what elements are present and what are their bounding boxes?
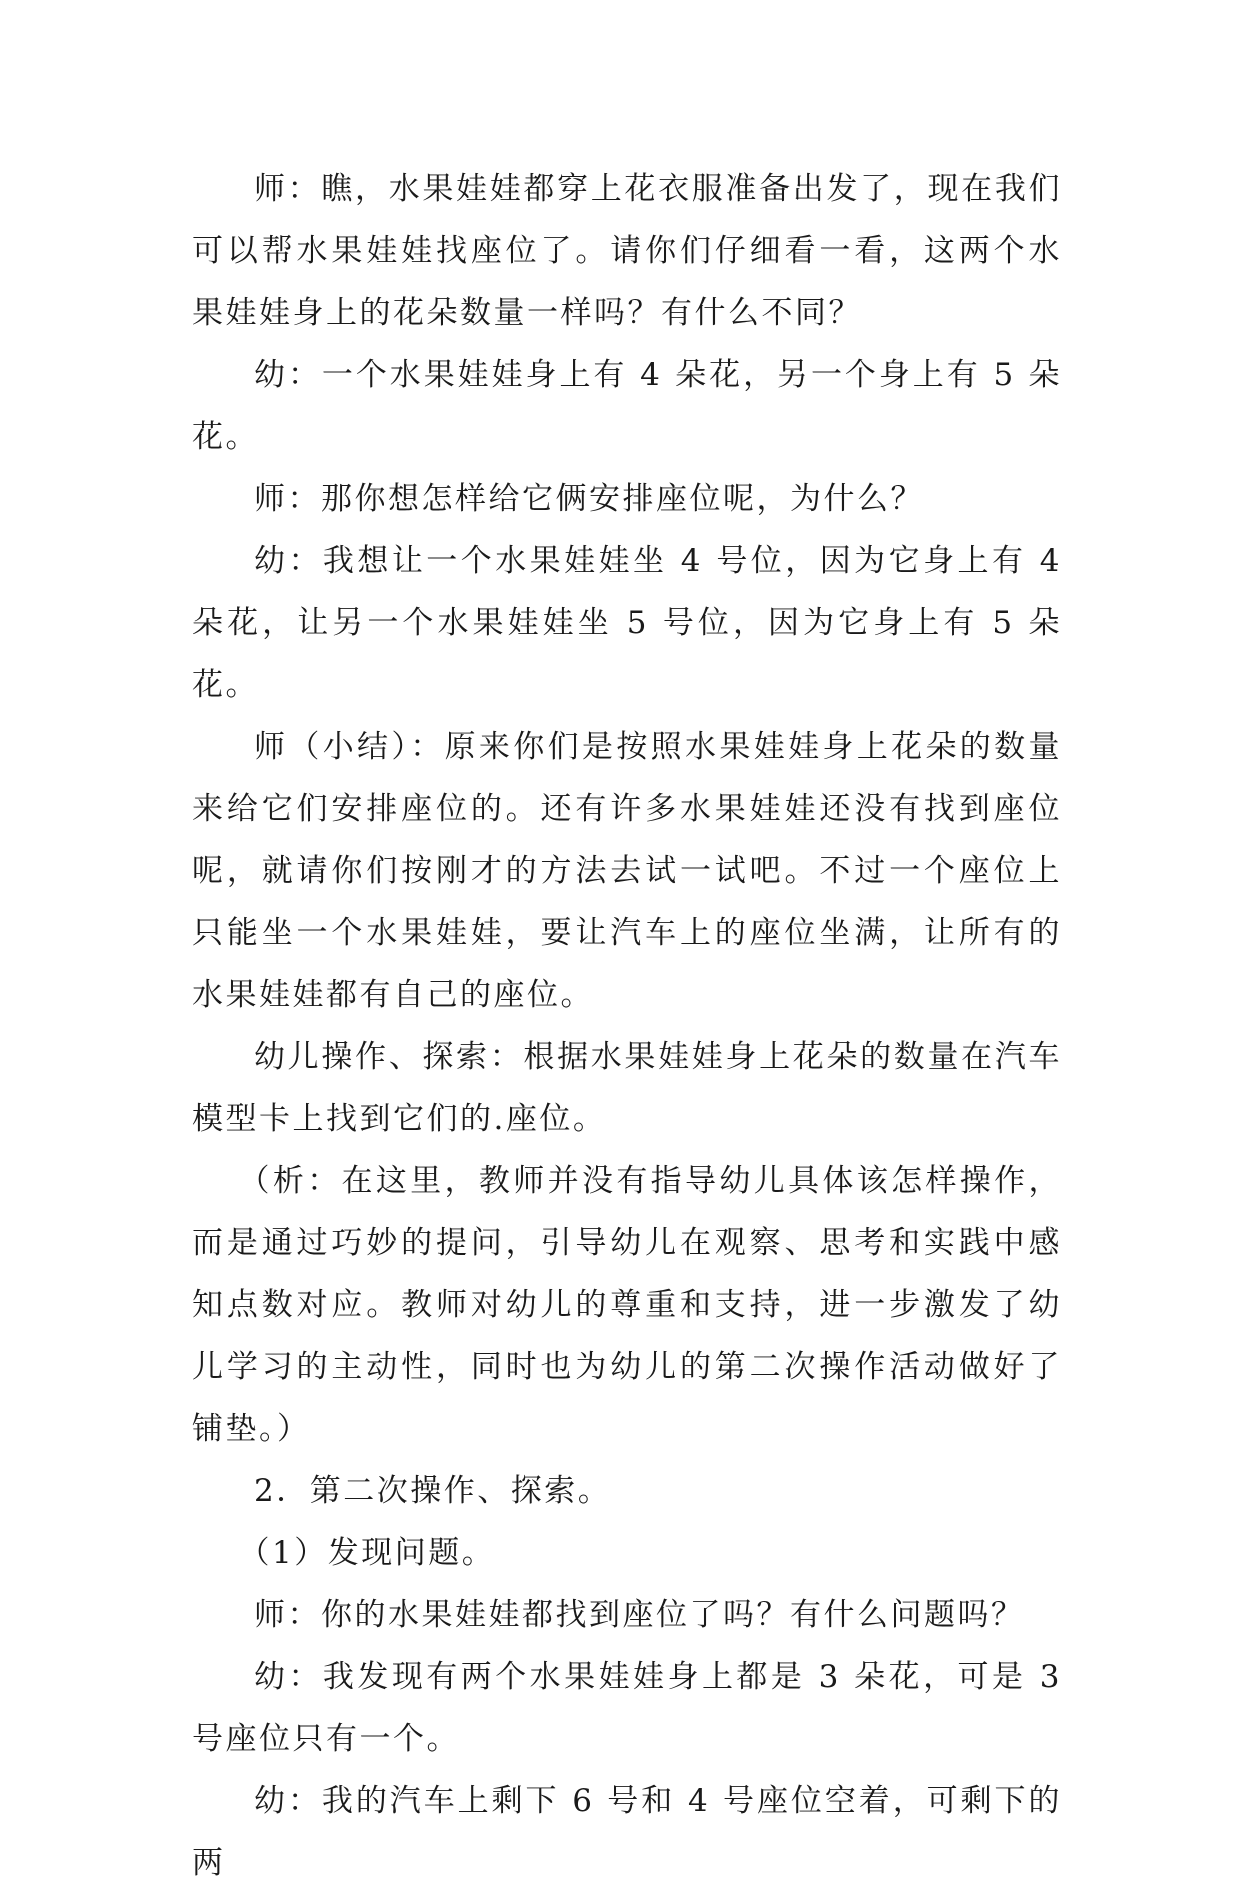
paragraph-teacher-check: 师：你的水果娃娃都找到座位了吗？有什么问题吗？ — [254, 1597, 1025, 1633]
paragraph-teacher-look: 师：瞧，水果娃娃都穿上花衣服准备出发了，现在我们可以帮水果娃娃找座位了。请你们仔细看一看，这两个水果娃娃身上的花朵数量一样吗？有什么不同？ — [192, 171, 1062, 331]
document-body — [192, 158, 1062, 1894]
paragraph-child-operation: 幼儿操作、探索：根据水果娃娃身上花朵的数量在汽车模型卡上找到它们的.座位。 — [192, 1039, 1062, 1137]
paragraph-section-heading: 2．第二次操作、探索。 — [254, 1473, 612, 1509]
paragraph-teacher-question: 师：那你想怎样给它俩安排座位呢，为什么？ — [254, 481, 924, 517]
paragraph-child-empty-seats: 幼：我的汽车上剩下 6 号和 4 号座位空着，可剩下的两 — [192, 1783, 1062, 1881]
paragraph-child-flowers: 幼：一个水果娃娃身上有 4 朵花，另一个身上有 5 朵花。 — [192, 357, 1062, 455]
paragraph-child-problem: 幼：我发现有两个水果娃娃身上都是 3 朵花，可是 3 号座位只有一个。 — [192, 1659, 1062, 1757]
paragraph-teacher-summary: 师（小结）：原来你们是按照水果娃娃身上花朵的数量来给它们安排座位的。还有许多水果娃娃还没有找到座位呢，就请你们按刚才的方法去试一试吧。不过一个座位上只能坐一个水果娃娃，要让汽车上的座位坐满，让所有的水果娃娃都有自己的座位。 — [192, 729, 1062, 1013]
paragraph-child-seats: 幼：我想让一个水果娃娃坐 4 号位，因为它身上有 4 朵花，让另一个水果娃娃坐 5 号位，因为它身上有 5 朵花。 — [192, 543, 1062, 703]
paragraph-analysis: （析：在这里，教师并没有指导幼儿具体该怎样操作，而是通过巧妙的提问，引导幼儿在观察、思考和实践中感知点数对应。教师对幼儿的尊重和支持，进一步激发了幼儿学习的主动性，同时也为幼儿的第二次操作活动做好了铺垫。） — [192, 1163, 1062, 1447]
paragraph-subheading: （1）发现问题。 — [238, 1535, 496, 1571]
